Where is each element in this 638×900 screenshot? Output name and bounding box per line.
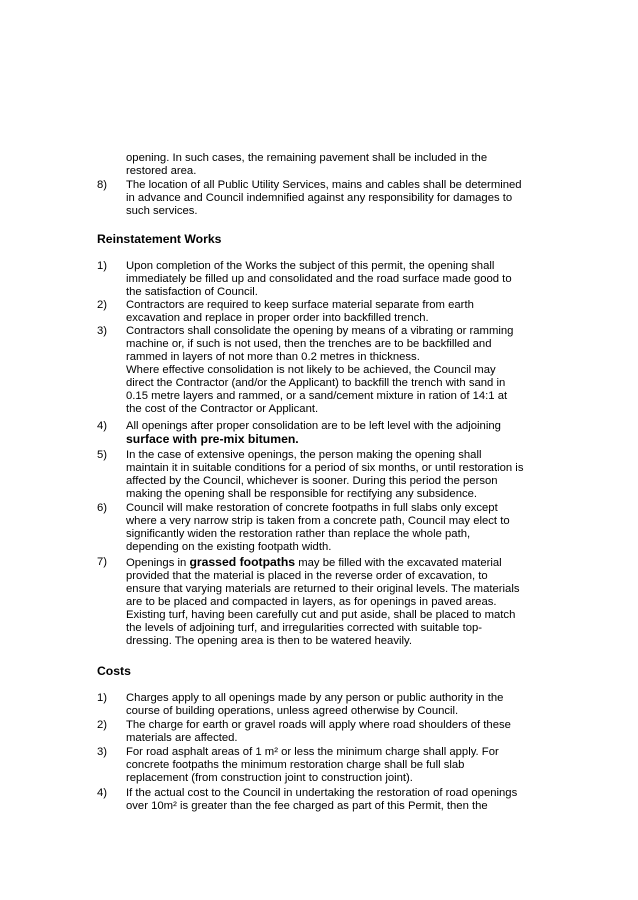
item-line: excavation and replace in proper order into backfilled trench. (126, 312, 429, 324)
item-line: Council will make restoration of concrete footpaths in full slabs only except (126, 502, 498, 514)
item-line: rammed in layers of not more than 0.2 metres in thickness. (126, 351, 420, 363)
item-line: replacement (from construction joint to construction joint). (126, 772, 413, 784)
item-line: depending on the existing footpath width. (126, 541, 332, 553)
item-line: provided that the material is placed in the reverse order of excavation, to (126, 570, 488, 582)
section-heading-costs: Costs (97, 664, 131, 678)
item-line: concrete footpaths the minimum restoration charge shall be full slab (126, 759, 465, 771)
item-line: machine or, if such is not used, then the trenches are to be backfilled and (126, 338, 492, 350)
item-number: 2) (97, 719, 108, 731)
item-line: In the case of extensive openings, the person making the opening shall (126, 449, 482, 461)
item-line: 0.15 metre layers and rammed, or a sand/cement mixture in ration of 14:1 at (126, 390, 508, 402)
item-line: If the actual cost to the Council in undertaking the restoration of road openings (126, 787, 518, 799)
item-line: ensure that varying materials are returned to their original levels. The materials (126, 583, 520, 595)
item-number: 4) (97, 787, 108, 799)
item-line: are to be placed and compacted in layers, as for openings in paved areas. (126, 596, 497, 608)
item-number: 8) (97, 179, 108, 191)
item-line: For road asphalt areas of 1 m² or less the minimum charge shall apply. For (126, 746, 499, 758)
item-line: affected by the Council, whichever is sooner. During this period the person (126, 475, 498, 487)
section-heading-reinstatement: Reinstatement Works (97, 232, 222, 246)
item-line: The location of all Public Utility Services, mains and cables shall be determined (126, 179, 522, 191)
item-line: The charge for earth or gravel roads will apply where road shoulders of these (126, 719, 511, 731)
item-number: 7) (97, 556, 108, 568)
item-line: over 10m² is greater than the fee charged as part of this Permit, then the (126, 800, 488, 812)
item-line: course of building operations, unless agreed otherwise by Council. (126, 705, 459, 717)
bold-phrase: grassed footpaths (189, 555, 296, 569)
item-line: significantly widen the restoration rather than replace the whole path, (126, 528, 471, 540)
item-line: dressing. The opening area is then to be watered heavily. (126, 635, 412, 647)
item-line: Upon completion of the Works the subject of this permit, the opening shall (126, 260, 495, 272)
item-line: Contractors are required to keep surface material separate from earth (126, 299, 474, 311)
item-number: 3) (97, 325, 108, 337)
item-line-mixed: Openings in grassed footpaths may be filled with the excavated material (126, 555, 502, 569)
item-line: materials are affected. (126, 732, 238, 744)
item-line-bold: surface with pre-mix bitumen. (126, 432, 299, 446)
item-number: 4) (97, 420, 108, 432)
item-number: 2) (97, 299, 108, 311)
item-number: 1) (97, 260, 108, 272)
item-line: making the opening shall be responsible for rectifying any subsidence. (126, 488, 478, 500)
item-line: Where effective consolidation is not likely to be achieved, the Council may (126, 364, 496, 376)
item-number: 3) (97, 746, 108, 758)
item-line: the satisfaction of Council. (126, 286, 258, 298)
item-number: 6) (97, 502, 108, 514)
continuation-line: opening. In such cases, the remaining pavement shall be included in the (126, 152, 488, 164)
item-line: Existing turf, having been carefully cut and put aside, shall be placed to match (126, 609, 516, 621)
item-line: such services. (126, 205, 198, 217)
item-line: the cost of the Contractor or Applicant. (126, 403, 319, 415)
item-number: 1) (97, 692, 108, 704)
item-line: Charges apply to all openings made by any person or public authority in the (126, 692, 504, 704)
item-line: where a very narrow strip is taken from a concrete path, Council may elect to (126, 515, 510, 527)
continuation-line: restored area. (126, 165, 197, 177)
item-number: 5) (97, 449, 108, 461)
item-line: immediately be filled up and consolidated and the road surface made good to (126, 273, 512, 285)
item-line: maintain it in suitable conditions for a period of six months, or until restoration is (126, 462, 524, 474)
item-line: direct the Contractor (and/or the Applicant) to backfill the trench with sand in (126, 377, 506, 389)
item-line: All openings after proper consolidation are to be left level with the adjoining (126, 420, 501, 432)
item-line: in advance and Council indemnified against any responsibility for damages to (126, 192, 513, 204)
item-line: Contractors shall consolidate the opening by means of a vibrating or ramming (126, 325, 514, 337)
item-line: the levels of adjoining turf, and irregularities corrected with suitable top- (126, 622, 483, 634)
